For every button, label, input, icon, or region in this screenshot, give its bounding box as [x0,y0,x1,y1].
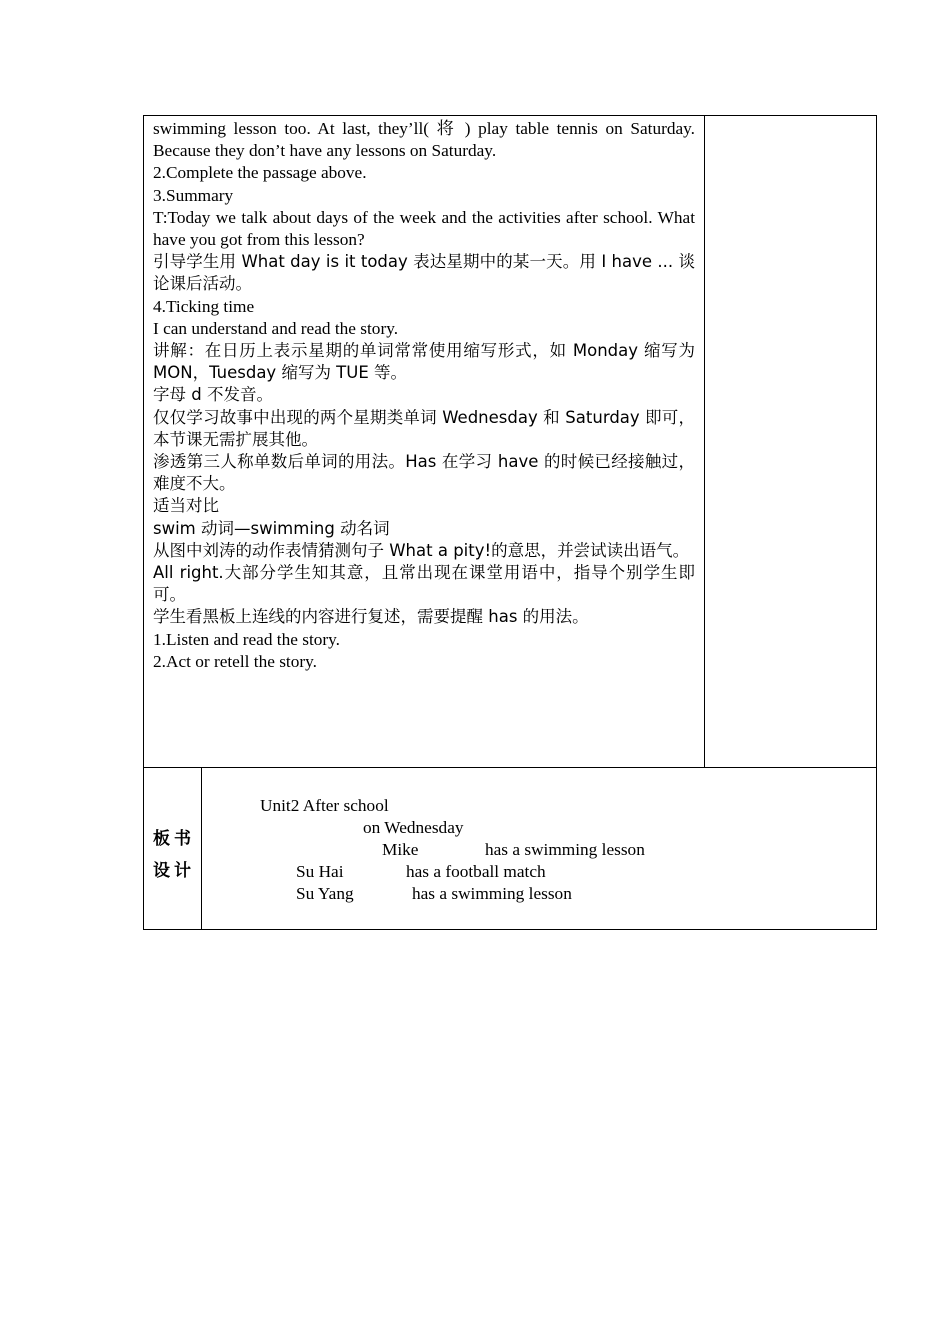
paragraph-third-person: 渗透第三人称单数后单词的用法。Has 在学习 have 的时候已经接触过，难度不大。 [153,452,695,494]
paragraph-guide-note: 引导学生用 What day is it today 表达星期中的某一天。用 I have ... 谈论课后活动。 [153,252,695,294]
paragraph-homework-2: 2.Act or retell the story. [153,651,317,671]
paragraph-teacher-summary: T:Today we talk about days of the week and the activities after school. What have you got from this lesson? [153,207,695,250]
board-design-label [153,824,195,881]
board-row-activity: has a swimming lesson [485,840,645,859]
paragraph-silent-d: 字母 d 不发音。 [153,385,273,405]
paragraph-step-2: 2.Complete the passage above. [153,163,367,183]
paragraph-explain-abbreviation: 讲解：在日历上表示星期的单词常常使用缩写形式，如 Monday 缩写为 MON，Tuesday 缩写为 TUE 等。 [153,341,695,383]
table-notes-column-divider [704,115,705,768]
paragraph-weekday-words: 仅仅学习故事中出现的两个星期类单词 Wednesday 和 Saturday 即可，本节课无需扩展其他。 [153,407,695,449]
table-top-border [143,115,877,116]
table-label-column-divider [201,767,202,930]
board-row-name: Mike [382,840,419,859]
board-design-label-line1: 板书 [153,829,195,849]
paragraph-step-3: 3.Summary [153,185,234,205]
paragraph-contrast: 适当对比 [153,496,219,516]
paragraph-passage-end: swimming lesson too. At last, they’ll( 将 ) play table tennis on Saturday. Because they don’t have any lessons on Saturday. [153,119,695,161]
paragraph-homework-1: 1.Listen and read the story. [153,629,340,649]
board-row-activity: has a swimming lesson [412,884,572,903]
paragraph-ticking: I can understand and read the story. [153,318,399,338]
board-title: Unit2 After school [260,796,389,815]
board-row-name: Su Hai [296,862,344,881]
paragraph-step-4: 4.Ticking time [153,296,255,316]
board-row-activity: has a football match [406,862,546,881]
table-right-border [876,115,877,930]
table-bottom-border [143,929,877,930]
board-design-label-line2: 设计 [153,861,195,881]
table-left-border [143,115,144,930]
board-day: on Wednesday [363,818,464,837]
paragraph-all-right: All right.大部分学生知其意，且常出现在课堂用语中，指导个别学生即可。 [153,563,695,605]
paragraph-what-a-pity: 从图中刘涛的动作表情猜测句子 What a pity!的意思，并尝试读出语气。 [153,540,690,560]
paragraph-swim-swimming: swim 动词—swimming 动名词 [153,518,390,538]
table-row-divider [143,767,877,768]
paragraph-retell-note: 学生看黑板上连线的内容进行复述，需要提醒 has 的用法。 [153,607,589,627]
lesson-content [153,118,695,673]
board-row-name: Su Yang [296,884,354,903]
